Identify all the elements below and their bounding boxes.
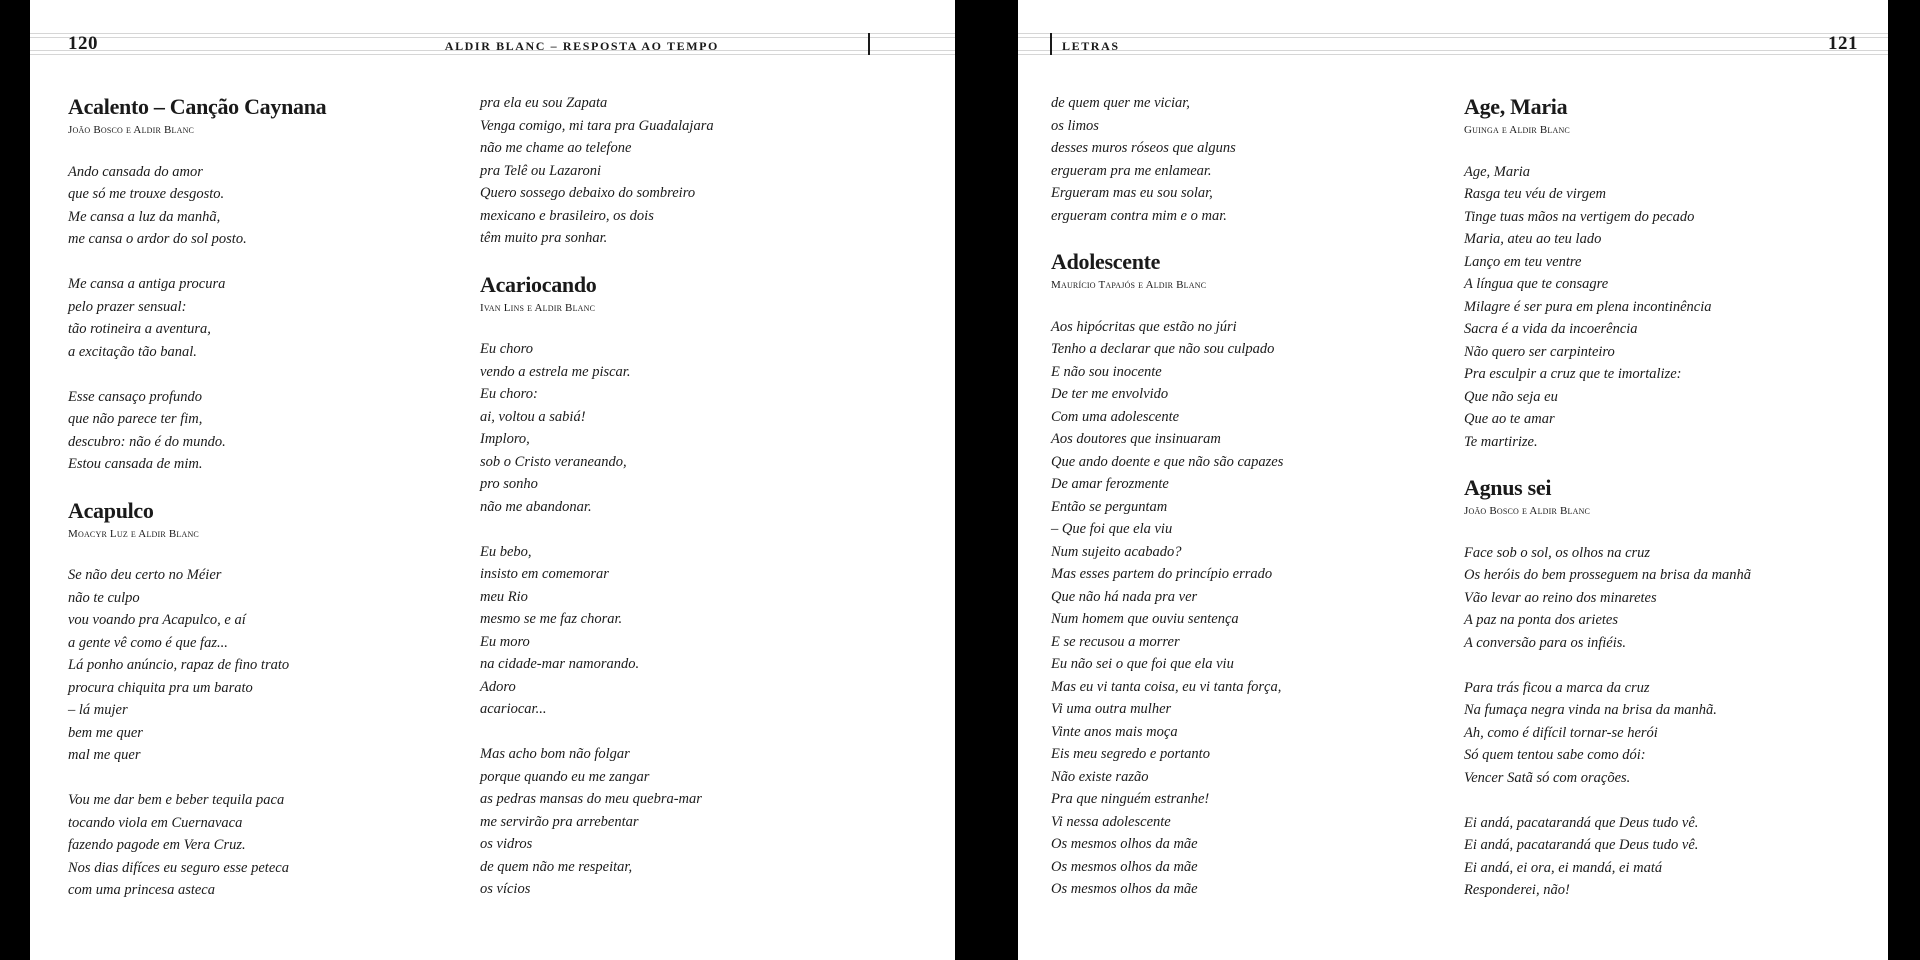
lyric-line: ai, voltou a sabiá!: [480, 408, 586, 425]
song-block: [480, 270, 880, 901]
lyric-line: de quem não me respeitar,: [480, 858, 633, 875]
lyric-line: Eu bebo,: [480, 543, 532, 560]
lyric-line: Me cansa a antiga procura: [68, 276, 226, 292]
lyric-line: pra ela eu sou Zapata: [480, 95, 608, 111]
lyric-line: desses muros róseos que alguns: [1051, 140, 1236, 156]
lyric-line: Quero sossego debaixo do sombreiro: [480, 185, 696, 201]
stanza: [1051, 316, 1451, 901]
lyric-line: Age, Maria: [1464, 163, 1531, 180]
lyric-line: Ei andá, ei ora, ei mandá, ei matá: [1464, 859, 1663, 876]
song-block: [68, 496, 468, 902]
song-block: [1051, 247, 1451, 901]
lyric-line: Esse cansaço profundo: [68, 388, 202, 405]
stanza: [480, 743, 880, 901]
stanza: [1464, 812, 1864, 902]
stanza: [480, 92, 880, 250]
lyric-line: A conversão para os infiéis.: [1464, 634, 1627, 651]
lyric-line: E não sou inocente: [1051, 363, 1162, 380]
lyric-line: vou voando pra Acapulco, e aí: [68, 612, 246, 628]
lyric-line: Tenho a declarar que não sou culpado: [1051, 341, 1275, 357]
lyric-line: vendo a estrela me piscar.: [480, 363, 631, 380]
lyric-line: Aos doutores que insinuaram: [1051, 431, 1221, 447]
lyric-line: Na fumaça negra vinda na brisa da manhã.: [1464, 702, 1717, 718]
stanza: [480, 338, 880, 518]
right-page-number: 121: [1828, 33, 1858, 54]
stanza: [68, 386, 468, 476]
lyric-line: Mas acho bom não folgar: [480, 746, 630, 762]
lyric-line: as pedras mansas do meu quebra-mar: [480, 791, 702, 807]
stanza: [68, 789, 468, 902]
lyric-line: os limos: [1051, 117, 1099, 134]
lyric-line: Responderei, não!: [1464, 882, 1570, 898]
lyric-line: Vinte anos mais moça: [1051, 723, 1178, 740]
lyric-line: acariocar...: [480, 701, 547, 717]
lyric-line: Que ao te amar: [1464, 411, 1555, 427]
song-credits: Maurício Tapajós e Aldir Blanc: [1051, 279, 1207, 291]
lyric-line: Então se perguntam: [1051, 498, 1168, 515]
lyric-line: Te martirize.: [1464, 433, 1538, 450]
left-running-title: ALDIR BLANC – RESPOSTA AO TEMPO: [444, 39, 719, 53]
right-page: [1018, 0, 1888, 960]
song-block: [68, 92, 468, 476]
lyric-line: Face sob o sol, os olhos na cruz: [1464, 544, 1651, 561]
lyric-line: não te culpo: [68, 589, 140, 606]
lyric-line: Vou me dar bem e beber tequila paca: [68, 792, 285, 808]
lyric-line: Nos dias difíces eu seguro esse peteca: [68, 859, 289, 876]
lyric-line: Os mesmos olhos da mãe: [1051, 836, 1198, 852]
right-head-bar: [1050, 33, 1052, 55]
lyric-line: Vencer Satã só com orações.: [1464, 769, 1631, 786]
lyric-line: na cidade-mar namorando.: [480, 656, 640, 672]
song-block: [1464, 92, 1864, 453]
lyric-line: Mas eu vi tanta coisa, eu vi tanta força,: [1051, 678, 1282, 695]
lyric-line: Adoro: [480, 678, 516, 695]
song-title: Acalento – Canção Caynana: [68, 94, 327, 119]
lyric-line: Pra esculpir a cruz que te imortalize:: [1464, 366, 1682, 382]
song-block: [1464, 473, 1864, 902]
lyric-line: os vícios: [480, 881, 531, 897]
lyric-line: Mas esses partem do princípio errado: [1051, 566, 1273, 582]
lyric-line: Eu moro: [480, 633, 530, 650]
lyric-line: Imploro,: [480, 431, 530, 447]
lyric-line: descubro: não é do mundo.: [68, 433, 226, 450]
lyric-line: mesmo se me faz chorar.: [480, 611, 623, 627]
lyric-line: Ergueram mas eu sou solar,: [1051, 185, 1213, 201]
lyric-line: Que não há nada pra ver: [1051, 588, 1198, 605]
lyric-line: Tinge tuas mãos na vertigem do pecado: [1464, 208, 1695, 225]
stanza: [68, 564, 468, 767]
lyric-line: Só quem tentou sabe como dói:: [1464, 747, 1646, 763]
lyric-line: Ando cansada do amor: [68, 163, 203, 180]
lyric-line: Num sujeito acabado?: [1051, 543, 1182, 560]
lyric-line: fazendo pagode em Vera Cruz.: [68, 837, 246, 853]
lyric-line: Que não seja eu: [1464, 388, 1558, 405]
song-credits: João Bosco e Aldir Blanc: [68, 124, 195, 136]
song-title: Acariocando: [480, 271, 597, 297]
lyric-line: Vi uma outra mulher: [1051, 701, 1172, 717]
lyric-line: ergueram pra me enlamear.: [1051, 162, 1212, 179]
stanza: [68, 273, 468, 363]
lyric-line: meu Rio: [480, 588, 528, 605]
left-column-1: [68, 92, 468, 902]
right-column-1: [1051, 92, 1451, 901]
lyric-line: Lanço em teu ventre: [1464, 253, 1582, 270]
lyric-line: Maria, ateu ao teu lado: [1464, 231, 1602, 247]
lyric-line: Vi nessa adolescente: [1051, 813, 1171, 830]
lyric-line: não me chame ao telefone: [480, 140, 632, 156]
lyric-line: Vão levar ao reino dos minaretes: [1464, 589, 1657, 606]
right-column-2: [1464, 92, 1864, 902]
lyric-line: de quem quer me viciar,: [1051, 95, 1190, 111]
lyric-line: porque quando eu me zangar: [480, 768, 650, 785]
lyric-line: Pra que ninguém estranhe!: [1051, 791, 1210, 807]
lyric-line: A paz na ponta dos arietes: [1464, 612, 1618, 628]
lyric-line: – lá mujer: [68, 702, 128, 718]
continued-lyrics: [480, 92, 880, 250]
lyric-line: procura chiquita pra um barato: [68, 679, 253, 696]
lyric-line: Não existe razão: [1051, 768, 1149, 785]
left-head-bar: [868, 33, 870, 55]
lyric-line: sob o Cristo veraneando,: [480, 453, 627, 470]
lyric-line: – Que foi que ela viu: [1051, 521, 1173, 537]
lyric-line: Para trás ficou a marca da cruz: [1464, 679, 1650, 696]
left-page: [30, 0, 955, 960]
song-title: Agnus sei: [1464, 475, 1552, 500]
lyric-line: não me abandonar.: [480, 498, 592, 515]
lyric-line: os vidros: [480, 836, 533, 852]
lyric-line: Sacra é a vida da incoerência: [1464, 321, 1638, 337]
stanza: [68, 161, 468, 251]
song-credits: Guinga e Aldir Blanc: [1464, 124, 1570, 136]
lyric-line: Os mesmos olhos da mãe: [1051, 858, 1198, 875]
lyric-line: com uma princesa asteca: [68, 882, 215, 898]
lyric-line: De amar ferozmente: [1051, 476, 1169, 492]
lyric-line: tão rotineira a aventura,: [68, 321, 211, 337]
lyric-line: ergueram contra mim e o mar.: [1051, 207, 1227, 224]
lyric-line: pro sonho: [480, 476, 538, 492]
lyric-line: bem me quer: [68, 724, 143, 741]
song-title: Age, Maria: [1464, 94, 1568, 119]
lyric-line: têm muito pra sonhar.: [480, 230, 608, 246]
lyric-line: Eu choro:: [480, 386, 538, 402]
right-running-title: LETRAS: [1062, 39, 1120, 53]
lyric-line: Aos hipócritas que estão no júri: [1051, 318, 1237, 335]
song-title: Acapulco: [68, 497, 154, 523]
lyric-line: que não parece ter fim,: [68, 411, 203, 427]
lyric-line: Venga comigo, mi tara pra Guadalajara: [480, 117, 714, 134]
lyric-line: me cansa o ardor do sol posto.: [68, 231, 247, 247]
lyric-line: Lá ponho anúncio, rapaz de fino trato: [68, 657, 290, 673]
lyric-line: Ei andá, pacatarandá que Deus tudo vê.: [1464, 837, 1699, 853]
lyric-line: que só me trouxe desgosto.: [68, 186, 225, 202]
lyric-line: a excitação tão banal.: [68, 343, 197, 360]
stanza: [1464, 542, 1864, 655]
lyric-line: De ter me envolvido: [1051, 386, 1169, 402]
song-credits: Ivan Lins e Aldir Blanc: [480, 301, 596, 314]
left-running-head: [30, 33, 955, 59]
left-column-2: [480, 92, 880, 901]
lyric-line: mexicano e brasileiro, os dois: [480, 207, 654, 224]
lyric-line: Estou cansada de mim.: [68, 456, 203, 472]
lyric-line: Ei andá, pacatarandá que Deus tudo vê.: [1464, 814, 1699, 831]
lyric-line: Os heróis do bem prosseguem na brisa da manhã: [1464, 567, 1752, 583]
stanza: [480, 541, 880, 721]
lyric-line: Eis meu segredo e portanto: [1051, 746, 1210, 762]
stanza: [1464, 161, 1864, 454]
lyric-line: A língua que te consagre: [1464, 276, 1609, 292]
lyric-line: Os mesmos olhos da mãe: [1051, 881, 1198, 897]
lyric-line: insisto em comemorar: [480, 566, 609, 582]
right-running-head: [1018, 33, 1888, 59]
lyric-line: Que ando doente e que não são capazes: [1051, 453, 1284, 470]
stanza: [1051, 92, 1451, 227]
lyric-line: tocando viola em Cuernavaca: [68, 814, 243, 831]
lyric-line: Num homem que ouviu sentença: [1051, 611, 1239, 627]
lyric-line: me servirão pra arrebentar: [480, 813, 639, 830]
lyric-line: Rasga teu véu de virgem: [1464, 186, 1606, 202]
lyric-line: Eu choro: [480, 341, 534, 357]
lyric-line: pra Telê ou Lazaroni: [480, 162, 601, 179]
lyric-line: Me cansa a luz da manhã,: [68, 208, 221, 225]
lyric-line: Se não deu certo no Méier: [68, 567, 222, 583]
continued-lyrics: [1051, 92, 1451, 227]
lyric-line: mal me quer: [68, 747, 141, 763]
lyric-line: Ah, como é difícil tornar-se herói: [1464, 724, 1658, 741]
lyric-line: Milagre é ser pura em plena incontinência: [1464, 298, 1712, 315]
left-page-number: 120: [68, 33, 98, 54]
lyric-line: a gente vê como é que faz...: [68, 634, 228, 651]
lyric-line: pelo prazer sensual:: [68, 298, 187, 315]
lyric-line: Com uma adolescente: [1051, 408, 1180, 425]
stanza: [1464, 677, 1864, 790]
lyric-line: Eu não sei o que foi que ela viu: [1051, 656, 1234, 672]
lyric-line: Não quero ser carpinteiro: [1464, 343, 1615, 360]
song-credits: João Bosco e Aldir Blanc: [1464, 505, 1591, 517]
lyric-line: E se recusou a morrer: [1051, 633, 1180, 650]
song-title: Adolescente: [1051, 249, 1161, 274]
song-credits: Moacyr Luz e Aldir Blanc: [68, 527, 199, 540]
